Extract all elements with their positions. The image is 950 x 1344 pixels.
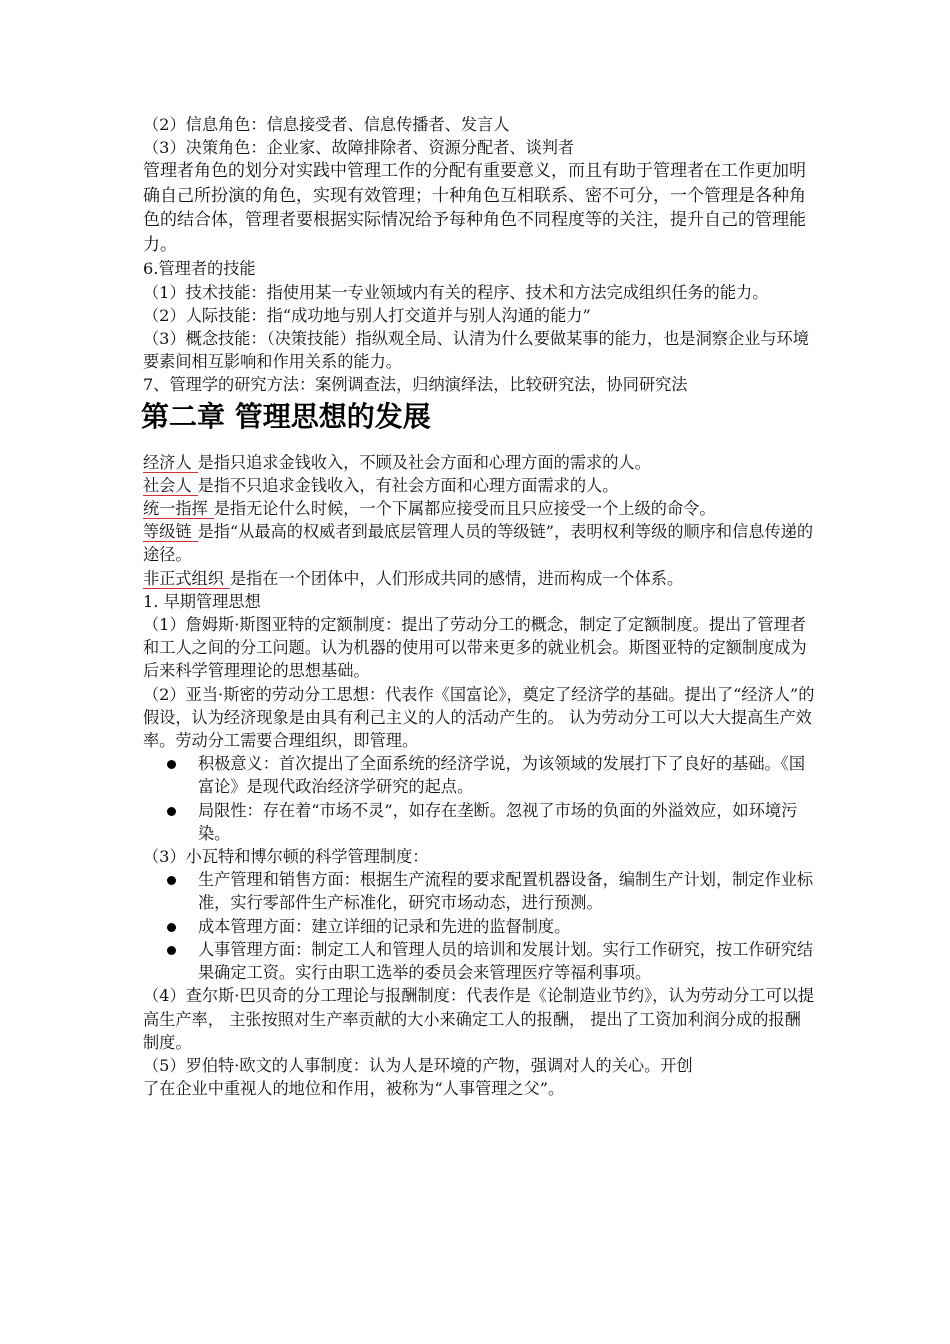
research-methods: 7、管理学的研究方法：案例调查法，归纳演绎法，比较研究法，协同研究法 xyxy=(143,375,688,395)
definition-text: 是指不只追求金钱收入，有社会方面和心理方面需求的人。 xyxy=(197,475,619,495)
role-line-decision: （3）决策角色：企业家、故障排除者、资源分配者、谈判者 xyxy=(143,138,575,158)
list-item xyxy=(143,868,815,914)
early-owen-line2: 了在企业中重视人的地位和作用，被称为“人事管理之父”。 xyxy=(143,1079,565,1099)
roles-paragraph: 管理者角色的划分对实践中管理工作的分配有重要意义，而且有助于管理者在工作更加明确自己所扮演的角色，实现有效管理；十种角色互相联系、密不可分，一个管理是各种角色的结合体，管理者要根据实际情况给予每种角色不同程度等的关注，提升自己的管理能力。 xyxy=(143,161,806,255)
early-stuart: （1）詹姆斯·斯图亚特的定额制度：提出了劳动分工的概念，制定了定额制度。提出了管理者和工人之间的分工问题。认为机器的使用可以带来更多的就业机会。斯图亚特的定额制度成为后来科学管理理论的思想基础。 xyxy=(143,615,807,681)
role-line-info: （2）信息角色：信息接受者、信息传播者、发言人 xyxy=(143,115,510,134)
skill-conceptual: （3）概念技能：（决策技能）指纵观全局、认清为什么要做某事的能力，也是洞察企业与环境要素间相互影响和作用关系的能力。 xyxy=(143,329,809,372)
definition-term: 统一指挥 xyxy=(143,499,214,519)
definition-text: 是指无论什么时候，一个下属都应接受而且只应接受一个上级的命令。 xyxy=(213,499,716,519)
skill-interpersonal: （2）人际技能：指“成功地与别人打交道并与别人沟通的能力” xyxy=(143,305,591,325)
definition-text: 是指“从最高的权威者到最底层管理人员的等级链”，表明权利等级的顺序和信息传递的途径。 xyxy=(143,522,814,565)
definition-text: 是指只追求金钱收入，不顾及社会方面和心理方面的需求的人。 xyxy=(197,452,651,472)
list-item-text: 局限性：存在着“市场不灵”，如存在垄断。忽视了市场的负面的外溢效应，如环境污染。 xyxy=(198,800,798,843)
bullet-icon xyxy=(167,876,176,885)
definition-unity-of-command xyxy=(143,497,815,520)
list-item-text: 成本管理方面：建立详细的记录和先进的监督制度。 xyxy=(198,916,571,936)
watt-bullet-list xyxy=(143,868,815,984)
definition-economic-man xyxy=(143,451,815,474)
early-babbage: （4）查尔斯·巴贝奇的分工理论与报酬制度：代表作是《论制造业节约》，认为劳动分工可以提高生产率， 主张按照对生产率贡献的大小来确定工人的报酬， 提出了工资加利润分成的报酬制度。 xyxy=(143,986,815,1052)
list-item xyxy=(143,938,815,984)
definition-social-man xyxy=(143,474,815,497)
skill-technical: （1）技术技能：指使用某一专业领域内有关的程序、技术和方法完成组织任务的能力。 xyxy=(143,282,769,302)
definition-term: 等级链 xyxy=(143,522,198,542)
bullet-icon xyxy=(167,923,176,932)
bullet-icon xyxy=(167,946,176,955)
definition-term: 经济人 xyxy=(143,453,198,473)
definition-informal-organization xyxy=(143,567,815,590)
list-item xyxy=(143,752,815,798)
definition-text: 是指在一个团体中，人们形成共同的感情，进而构成一个体系。 xyxy=(229,568,684,588)
list-item xyxy=(143,915,815,938)
chapter-title: 第二章 管理思想的发展 xyxy=(141,399,431,433)
document-page xyxy=(143,113,815,1100)
early-owen-line1: （5）罗伯特·欧文的人事制度：认为人是环境的产物，强调对人的关心。开创 xyxy=(143,1055,693,1075)
list-item-text: 生产管理和销售方面：根据生产流程的要求配置机器设备，编制生产计划，制定作业标准，实行零部件生产标准化，研究市场动态，进行预测。 xyxy=(198,870,814,913)
list-item-text: 积极意义：首次提出了全面系统的经济学说，为该领域的发展打下了良好的基础。《国富论》是现代政治经济学研究的起点。 xyxy=(198,754,806,797)
definition-term: 非正式组织 xyxy=(143,569,230,589)
definition-term: 社会人 xyxy=(143,476,198,496)
early-watt-boulton: （3）小瓦特和博尔顿的科学管理制度： xyxy=(143,847,429,867)
early-smith: （2）亚当·斯密的劳动分工思想：代表作《国富论》，奠定了经济学的基础。提出了“经济人”的假设，认为经济现象是由具有利己主义的人的活动产生的。 认为劳动分工可以大大提高生产效率。劳动分工需要合理组织，即管理。 xyxy=(143,684,815,751)
skills-heading: 6.管理者的技能 xyxy=(143,259,256,279)
list-item xyxy=(143,799,815,845)
bullet-icon xyxy=(167,760,176,769)
bullet-icon xyxy=(167,807,176,816)
list-item-text: 人事管理方面：制定工人和管理人员的培训和发展计划。实行工作研究，按工作研究结果确定工资。实行由职工选举的委员会来管理医疗等福利事项。 xyxy=(198,939,814,983)
definition-scalar-chain xyxy=(143,520,815,566)
early-thought-heading: 1. 早期管理思想 xyxy=(143,591,261,611)
smith-bullet-list xyxy=(143,752,815,845)
